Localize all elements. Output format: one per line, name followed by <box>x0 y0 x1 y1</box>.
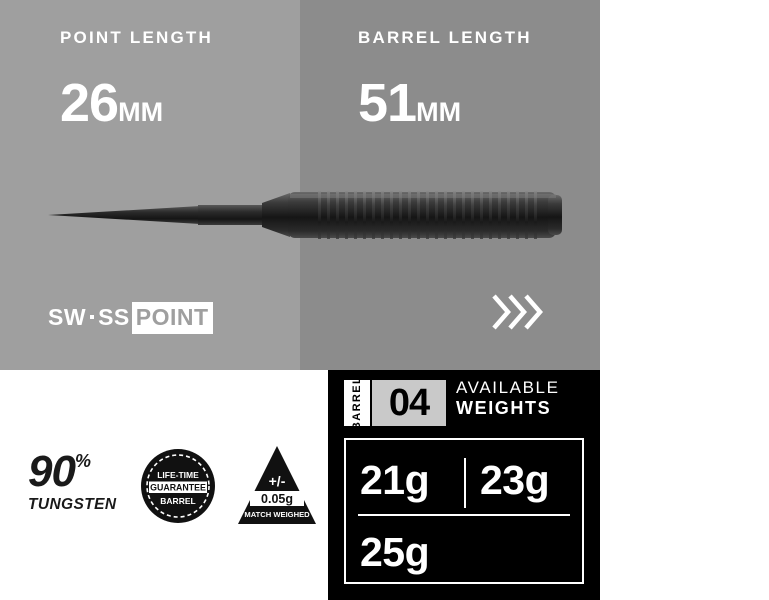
chevrons-icon <box>492 292 552 332</box>
swisspoint-logo <box>48 302 213 334</box>
tungsten-percentage-row <box>28 447 116 496</box>
guarantee-line-2: GUARANTEE <box>150 482 206 493</box>
point-length-panel <box>0 0 300 370</box>
swisspoint-logo-part3: POINT <box>132 302 213 334</box>
grip-line-3: GRIP <box>678 331 724 348</box>
barrel-length-panel <box>300 0 769 370</box>
available-line-2: WEIGHTS <box>456 398 552 419</box>
weights-grid <box>344 438 584 584</box>
point-length-value: 26 <box>60 73 119 133</box>
guarantee-line-1: LIFE-TIME <box>157 470 199 480</box>
tolerance-value: 0.05g <box>261 492 293 506</box>
barrel-tab-label: BARREL <box>351 375 364 431</box>
available-line-1: AVAILABLE <box>456 378 560 397</box>
weight-option-1[interactable]: 21g <box>360 457 430 503</box>
tungsten-content <box>28 447 117 513</box>
barrel-tab <box>344 375 370 431</box>
barrel-number: 04 <box>372 380 446 426</box>
weight-option-3[interactable]: 25g <box>360 529 430 575</box>
point-length-unit: MM <box>118 97 164 127</box>
match-weighed-badge-icon <box>236 444 318 528</box>
weights-horizontal-divider <box>358 514 570 516</box>
weights-vertical-divider <box>464 458 466 508</box>
grip-line-1: RADIAL <box>678 290 748 306</box>
point-length-label: POINT LENGTH <box>60 28 213 47</box>
tolerance-symbol: +/- <box>268 473 286 489</box>
tungsten-percent-sign: % <box>74 451 90 471</box>
tolerance-caption: MATCH WEIGHED <box>244 510 310 519</box>
tungsten-word: TUNGSTEN <box>28 496 117 513</box>
swisspoint-logo-part1: SW <box>48 304 87 330</box>
barrel-length-value: 51 <box>358 73 417 133</box>
point-length-measure <box>60 73 164 133</box>
swisspoint-logo-dot <box>88 302 98 334</box>
weight-option-2[interactable]: 23g <box>480 457 550 503</box>
lifetime-guarantee-badge-icon <box>140 448 216 524</box>
barrel-length-label: BARREL LENGTH <box>358 28 532 47</box>
tungsten-number: 90 <box>28 447 75 496</box>
grip-line-2: GROOVED <box>678 310 769 327</box>
barrel-length-measure <box>358 73 462 133</box>
grip-type-label <box>678 288 769 350</box>
available-weights-heading <box>456 378 560 419</box>
guarantee-line-3: BARREL <box>160 496 196 506</box>
swisspoint-logo-part2: SS <box>98 304 130 330</box>
barrel-length-unit: MM <box>416 97 462 127</box>
